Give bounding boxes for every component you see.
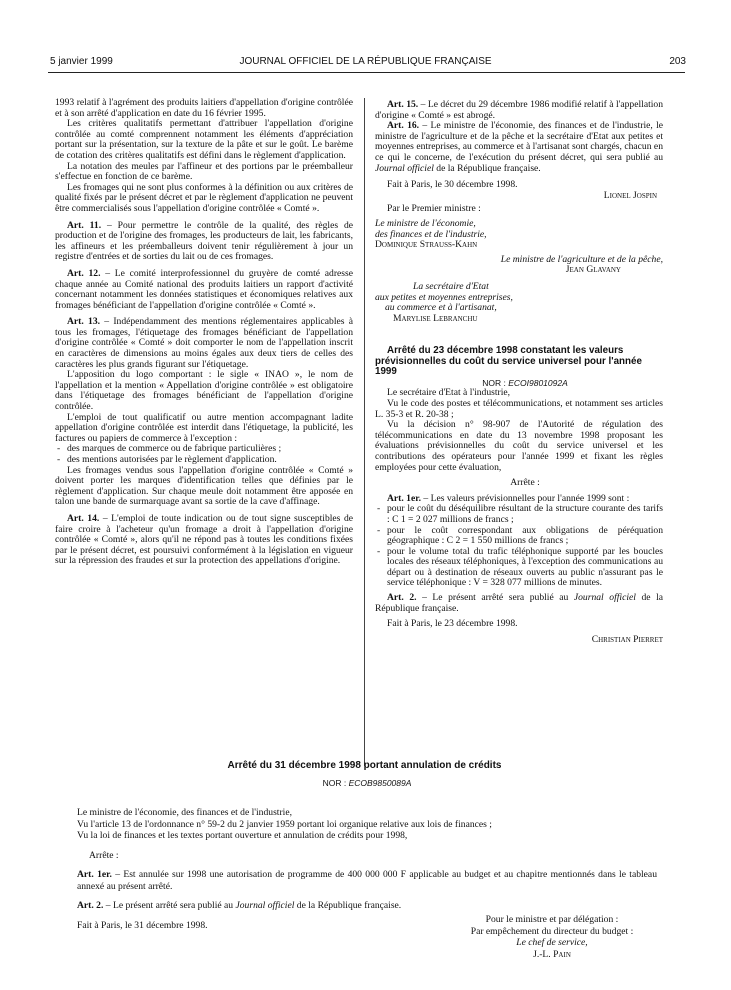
- article-text: – Indépendamment des mentions réglementaires applicables à tous les fromages, l'étiquetage des fromages bénéficiant de l'appellation d'origine contrôlée « Comté » doit comporter le nom de l'appellation inscrit en caractères de dimensions au moins égales aux deux tiers de celles des caractères les plus grands figurant sur l'étiquetage.: [55, 316, 354, 370]
- arrete-title: Arrêté du 31 décembre 1998 portant annulation de crédits: [227, 760, 502, 771]
- list-item: - pour le coût du déséquilibre résultant de la structure courante des tarifs : C 1 = 2 027 millions de francs ;: [375, 504, 663, 525]
- article-11: [55, 221, 353, 263]
- paragraph: Les critères qualitatifs permettant d'attribuer l'appellation d'origine contrôlée au comté comprennent notamment les éléments d'appréciation portant sur la présentation, sur la texture de la pâte et sur le goût. Le barème de cotation des critères qualitatifs est défini dans le règlement d'application.: [55, 118, 353, 161]
- paragraph: Le ministre de l'économie, des finances et de l'industrie,: [77, 807, 292, 818]
- article-16: [375, 121, 663, 174]
- signature-name: Lionel Jospin: [603, 189, 657, 201]
- article-text: – Le ministre de l'économie, des finances et de l'industrie, le ministre de l'agriculture et de la pêche et la secrétaire d'Etat aux petites et moyennes entreprises, au commerce et à l'artisanat sont chargés, chacun en ce qui le concerne, de l'exécution du présent décret, qui sera publié au: [375, 120, 664, 163]
- paragraph: Vu la loi de finances et les textes portant ouverture et annulation de crédits pour 1998,: [77, 830, 408, 841]
- signature-line: Par le Premier ministre :: [387, 203, 481, 215]
- article-text: – Le présent arrêté sera publié au: [103, 900, 236, 911]
- fait-a-paris: Fait à Paris, le 31 décembre 1998.: [77, 919, 208, 931]
- header-date: 5 janvier 1999: [50, 56, 113, 67]
- paragraph: 1993 relatif à l'agrément des produits laitiers d'appellation d'origine contrôlée et à son arrêté d'application en date du 16 février 1995.: [55, 97, 353, 119]
- signature-title-text: des finances et de l'industrie,: [375, 228, 487, 240]
- article-text: – Est annulée sur 1998 une autorisation de programme de 400 000 000 F applicable au budget et au chapitre mentionnés dans le tableau annexé au présent arrêté.: [77, 869, 657, 892]
- signature-title-text: Le ministre de l'agriculture et de la pêche,: [500, 253, 663, 265]
- signature-name: Jean Glavany: [565, 264, 621, 276]
- signature-title: [447, 937, 657, 949]
- nor-label: NOR :: [322, 777, 349, 788]
- paragraph: L'emploi de tout qualificatif ou autre mention accompagnant ladite appellation d'origine contrôlée est interdit dans l'étiquetage, la publicité, les factures ou papiers de commerce à l'exception :: [55, 411, 353, 444]
- journal-officiel-ref: Journal officiel: [375, 162, 434, 174]
- signature-line: Pour le ministre et par délégation :: [485, 914, 619, 925]
- signature-name: Dominique Strauss-Kahn: [375, 239, 478, 251]
- paragraph: L'apposition du logo comportant : le sigle « INAO », le nom de l'appellation et la mention « Appellation d'origine contrôlée » est obligatoire dans l'étiquetage des fromages bénéficiant de l'appellation d'origine contrôlée.: [55, 369, 353, 413]
- paragraph: Les fromages qui ne sont plus conformes à la définition ou aux critères de qualité fixés par le présent décret et par le règlement d'application ne peuvent être commercialisés sous l'appellation d'origine contrôlée « Comté ».: [55, 181, 353, 214]
- signature-name: J.-L. Pain: [533, 948, 571, 960]
- list-item: - pour le volume total du trafic téléphonique supporté par les boucles locales des réseaux téléphoniques, à l'exception des communications au départ ou à destination de réseaux ouverts au public n'assurant pas le service téléphonique : V = 328 077 millions de minutes.: [375, 547, 663, 589]
- article-text: – Les valeurs prévisionnelles pour l'année 1999 sont :: [421, 492, 630, 504]
- article-text: – Le présent arrêté sera publié au: [416, 592, 574, 604]
- nor-reference: [77, 778, 657, 790]
- fait-a-paris: Fait à Paris, le 30 décembre 1998.: [387, 179, 518, 191]
- signature-title-text: Le ministre de l'économie,: [375, 217, 476, 229]
- article-12: [55, 269, 353, 311]
- signature-title-text: au commerce et à l'artisanat,: [385, 302, 497, 314]
- article-label: Art. 14.: [67, 512, 100, 524]
- header-rule: [48, 72, 685, 73]
- arrete-heading: Arrête :: [89, 849, 119, 861]
- article-label: Art. 12.: [67, 267, 101, 279]
- article-text: – Le comité interprofessionnel du gruyère de comté adresse chaque année au Comité national des produits laitiers un rapport d'activité concernant notamment les données statistiques et économiques relatives aux fromages bénéficiant de l'appellation d'origine contrôlée « Comté ».: [55, 267, 354, 311]
- arrete-heading: Arrête :: [510, 477, 540, 489]
- article-text: – L'emploi de toute indication ou de tout signe susceptibles de faire croire à l'acheteur qu'un fromage a droit à l'appellation d'origine contrôlée « Comté », alors qu'il ne répond pas à toutes les conditions fixées par le présent décret, est poursuivi conformément à la législation en vigueur sur la répression des fraudes et sur la protection des appellations d'origine.: [55, 512, 354, 567]
- nor-code: ECOI9801092A: [508, 377, 568, 388]
- column-divider: [364, 98, 365, 766]
- signature-name: Christian Pierret: [591, 633, 663, 645]
- left-column: [55, 98, 353, 567]
- signature-title-text: Le chef de service,: [516, 937, 588, 948]
- article-label: Art. 2.: [77, 900, 104, 911]
- arrete-title: Arrêté du 23 décembre 1998 constatant les valeurs prévisionnelles du coût du service universel pour l'année 1999: [375, 345, 642, 378]
- signature-line: Par empêchement du directeur du budget :: [470, 925, 634, 937]
- article-text: de la République française.: [433, 162, 541, 174]
- article-label: Art. 2.: [387, 592, 417, 604]
- page-number: 203: [669, 56, 686, 67]
- nor-label: NOR :: [482, 377, 509, 388]
- article-label: Art. 13.: [67, 316, 101, 328]
- list-item: - des mentions autorisées par le règlement d'application.: [55, 455, 353, 466]
- article-label: Art. 1er.: [77, 869, 112, 880]
- signature-title-text: La secrétaire d'Etat: [413, 280, 489, 292]
- article-13: [55, 317, 353, 370]
- signature-title-text: aux petites et moyennes entreprises,: [375, 291, 513, 303]
- bottom-section: [77, 760, 657, 960]
- article-14: [55, 514, 353, 567]
- list-item: - des marques de commerce ou de fabrique particulières ;: [55, 444, 353, 455]
- paragraph: Vu le code des postes et télécommunications, et notamment ses articles L. 35-3 et R. 20-38 ;: [375, 397, 663, 420]
- paragraph: Vu la décision n° 98-907 de l'Autorité de régulation des télécommunications en date du 13 novembre 1998 proposant les évaluations prévisionnelles du coût du service universel et les contributions des opérateurs pour l'année 1999 et fixant les règles employées pour cette évaluation,: [375, 419, 663, 473]
- article-label: Art. 11.: [67, 219, 102, 231]
- paragraph: La notation des meules par l'affineur et des portions par le préemballeur s'effectue en fonction de ce barème.: [55, 160, 353, 183]
- article-text: de la République française.: [375, 592, 664, 614]
- header-title: JOURNAL OFFICIEL DE LA RÉPUBLIQUE FRANÇAISE: [239, 56, 492, 67]
- journal-officiel-ref: Journal officiel: [573, 592, 636, 604]
- list-item: - pour le coût correspondant aux obligations de péréquation géographique : C 2 = 1 550 millions de francs ;: [375, 526, 663, 547]
- article-15: [375, 100, 663, 121]
- article-label: Art. 15.: [387, 99, 419, 110]
- article-text: – Le décret du 29 décembre 1986 modifié relatif à l'appellation d'origine « Comté » est abrogé.: [375, 99, 663, 121]
- paragraph: Le secrétaire d'Etat à l'industrie,: [387, 387, 511, 399]
- paragraph: Les fromages vendus sous l'appellation d'origine contrôlée « Comté » doivent porter les marques d'identification telles que définies par le règlement d'application. Sur chaque meule doit notamment être apposée en talon une bande de surmarquage avant sa sortie de la cave d'affinage.: [55, 464, 353, 508]
- nor-code: ECOB9850089A: [348, 777, 412, 788]
- article-label: Art. 16.: [387, 120, 420, 132]
- article-text: – Pour permettre le contrôle de la qualité, des règles de production et de l'origine des fromages, les producteurs de lait, les fabricants, les affineurs et les préemballeurs doivent tenir régulièrement à jour un registre d'entrées et de sorties du lait ou de ces fromages.: [55, 219, 354, 263]
- journal-officiel-ref: Journal officiel: [235, 900, 295, 911]
- article-label: Art. 1er.: [387, 492, 422, 504]
- article-1: [77, 869, 657, 892]
- right-column: [375, 100, 663, 645]
- article-text: de la République française.: [294, 900, 402, 911]
- signature-name: Marylise Lebranchu: [393, 312, 478, 324]
- article-2: [77, 900, 657, 912]
- article-2: [375, 593, 663, 614]
- paragraph: Vu l'article 13 de l'ordonnance n° 59-2 du 2 janvier 1959 portant loi organique relative aux lois de finances ;: [77, 818, 492, 830]
- signature-block: [447, 914, 657, 960]
- fait-a-paris: Fait à Paris, le 23 décembre 1998.: [387, 618, 518, 630]
